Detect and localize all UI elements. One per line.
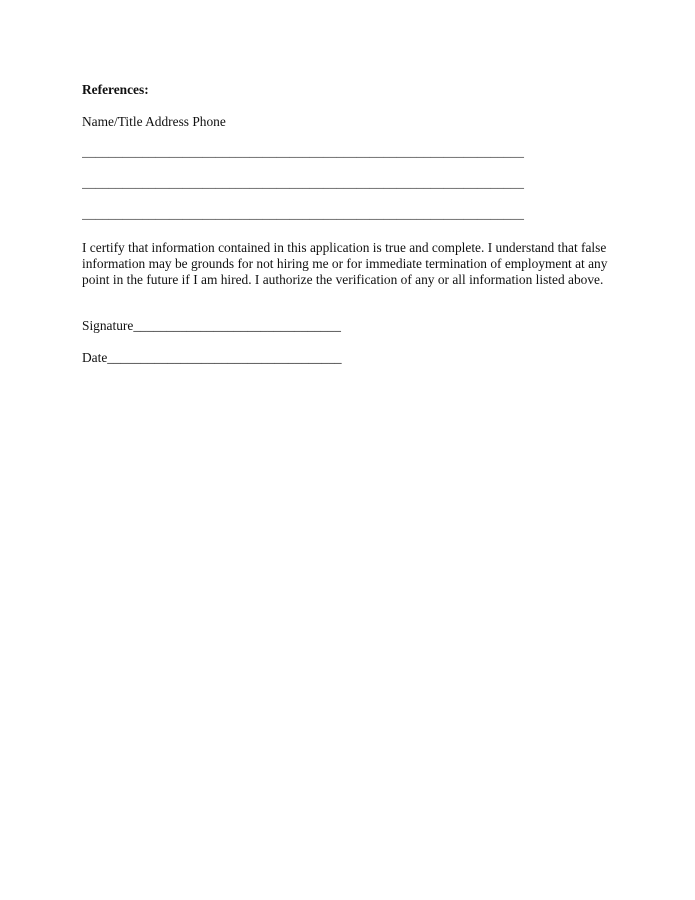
signature-label: Signature (82, 318, 134, 333)
references-heading: References: (82, 82, 149, 97)
date-label: Date (82, 350, 108, 365)
references-columns-label: Name/Title Address Phone (82, 114, 226, 129)
certification-paragraph: I certify that information contained in this application is true and complete. I understand that false information may be grounds for not hiring me or for immediate termination of employment at any point in the future if I am hired. I authorize the verification of any or all information listed above. (82, 240, 608, 287)
date-line[interactable]: ___________________________________ (107, 350, 342, 365)
signature-field[interactable] (82, 318, 341, 334)
date-field[interactable] (82, 350, 342, 366)
signature-line[interactable]: _______________________________ (133, 318, 341, 333)
